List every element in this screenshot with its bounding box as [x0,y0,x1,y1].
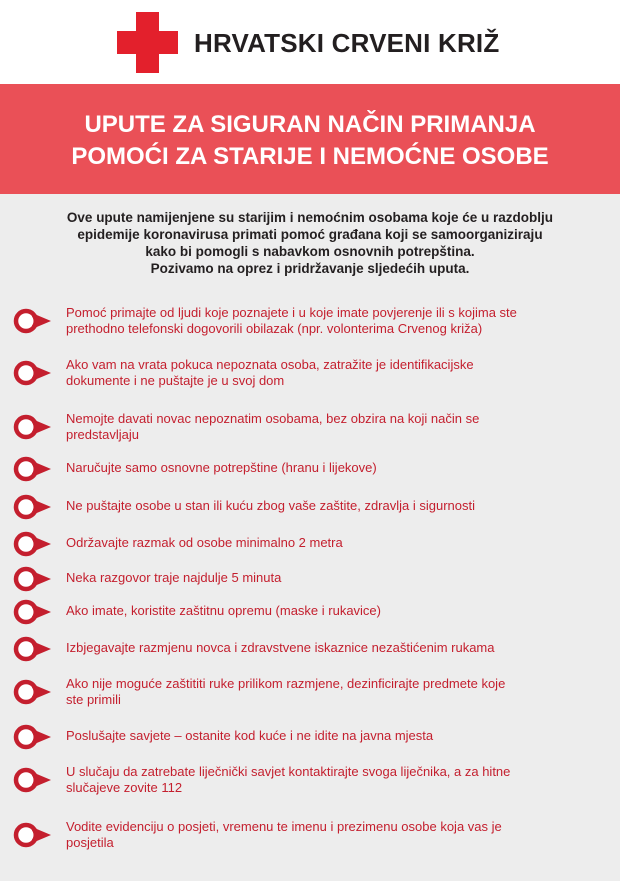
intro-line: epidemije koronavirusa primati pomoć građana koji se samoorganiziraju [77,227,543,242]
pin-bullet-icon [13,636,53,662]
header [0,0,620,84]
list-item-text [66,764,602,796]
list-item-text [66,728,602,744]
pin-bullet-icon [13,679,53,705]
pin-bullet-icon [13,724,53,750]
pin-bullet-icon [13,566,53,592]
list-item-text [66,305,602,337]
list-item-text [66,640,602,656]
intro-text [30,209,590,277]
list-item [0,727,620,767]
list-item-line: U slučaju da zatrebate liječnički savjet kontaktirajte svoga liječnika, a za hitne [66,764,511,779]
list-item-text [66,676,602,708]
pin-bullet-icon [13,767,53,793]
list-item-text [66,498,602,514]
list-item-text [66,460,602,476]
list-item-line: slučajeve zovite 112 [66,780,183,795]
list-item [0,356,620,396]
list-item-line: Naručujte samo osnovne potrepštine (hranu i lijekove) [66,460,377,475]
list-item-line: Ne puštajte osobe u stan ili kuću zbog vaše zaštite, zdravlja i sigurnosti [66,498,475,513]
intro-line: Ove upute namijenjene su starijim i nemoćnim osobama koje će u razdoblju [66,210,554,225]
list-item-line: predstavljaju [66,427,139,442]
list-item-line: Pomoć primajte od ljudi koje poznajete i u koje imate povjerenje ili s kojima ste [66,305,517,320]
list-item-line: Vodite evidenciju o posjeti, vremenu te imenu i prezimenu osobe koja vas je [66,819,502,834]
list-item-line: posjetila [66,835,114,850]
title-banner [0,84,620,194]
red-cross-icon [117,12,178,73]
list-item [0,818,620,858]
list-item [0,497,620,537]
list-item-text [66,603,602,619]
pin-bullet-icon [13,494,53,520]
org-name: HRVATSKI CRVENI KRIŽ [194,28,500,58]
list-item-line: Ako imate, koristite zaštitnu opremu (maske i rukavice) [66,603,381,618]
banner-title-line2: POMOĆI ZA STARIJE I NEMOĆNE OSOBE [71,143,549,170]
list-item-text [66,357,602,389]
pin-bullet-icon [13,414,53,440]
list-item [0,304,620,344]
list-item-line: prethodno telefonski dogovorili obilazak (npr. volonterima Crvenog križa) [66,321,483,336]
intro-line: kako bi pomogli s nabavkom osnovnih potrepština. [145,244,475,259]
list-item-line: dokumente i ne puštajte je u svoj dom [66,373,285,388]
list-item-text [66,411,602,443]
pin-bullet-icon [13,822,53,848]
list-item-line: ste primili [66,692,121,707]
pin-bullet-icon [13,308,53,334]
pin-bullet-icon [13,456,53,482]
list-item [0,602,620,642]
list-item-line: Ako nije moguće zaštititi ruke prilikom razmjene, dezinficirajte predmete koje [66,676,506,691]
list-item-text [66,819,602,851]
list-item [0,639,620,679]
banner-title [0,109,620,173]
list-item-line: Izbjegavajte razmjenu novca i zdravstvene iskaznice nezaštićenim rukama [66,640,495,655]
list-item-text [66,535,602,551]
list-item [0,534,620,574]
list-item-line: Ako vam na vrata pokuca nepoznata osoba, zatražite je identifikacijske [66,357,474,372]
pin-bullet-icon [13,360,53,386]
banner-title-line1: UPUTE ZA SIGURAN NAČIN PRIMANJA [84,111,536,138]
list-item-line: Neka razgovor traje najdulje 5 minuta [66,570,282,585]
list-item-line: Poslušajte savjete – ostanite kod kuće i ne idite na javna mjesta [66,728,434,743]
pin-bullet-icon [13,531,53,557]
list-item [0,675,620,715]
list-item [0,410,620,450]
pin-bullet-icon [13,599,53,625]
list-item-line: Održavajte razmak od osobe minimalno 2 metra [66,535,343,550]
list-item [0,763,620,803]
list-item [0,459,620,499]
intro-line: Pozivamo na oprez i pridržavanje sljedećih uputa. [150,261,470,276]
list-item-text [66,570,602,586]
list-item-line: Nemojte davati novac nepoznatim osobama, bez obzira na koji način se [66,411,480,426]
